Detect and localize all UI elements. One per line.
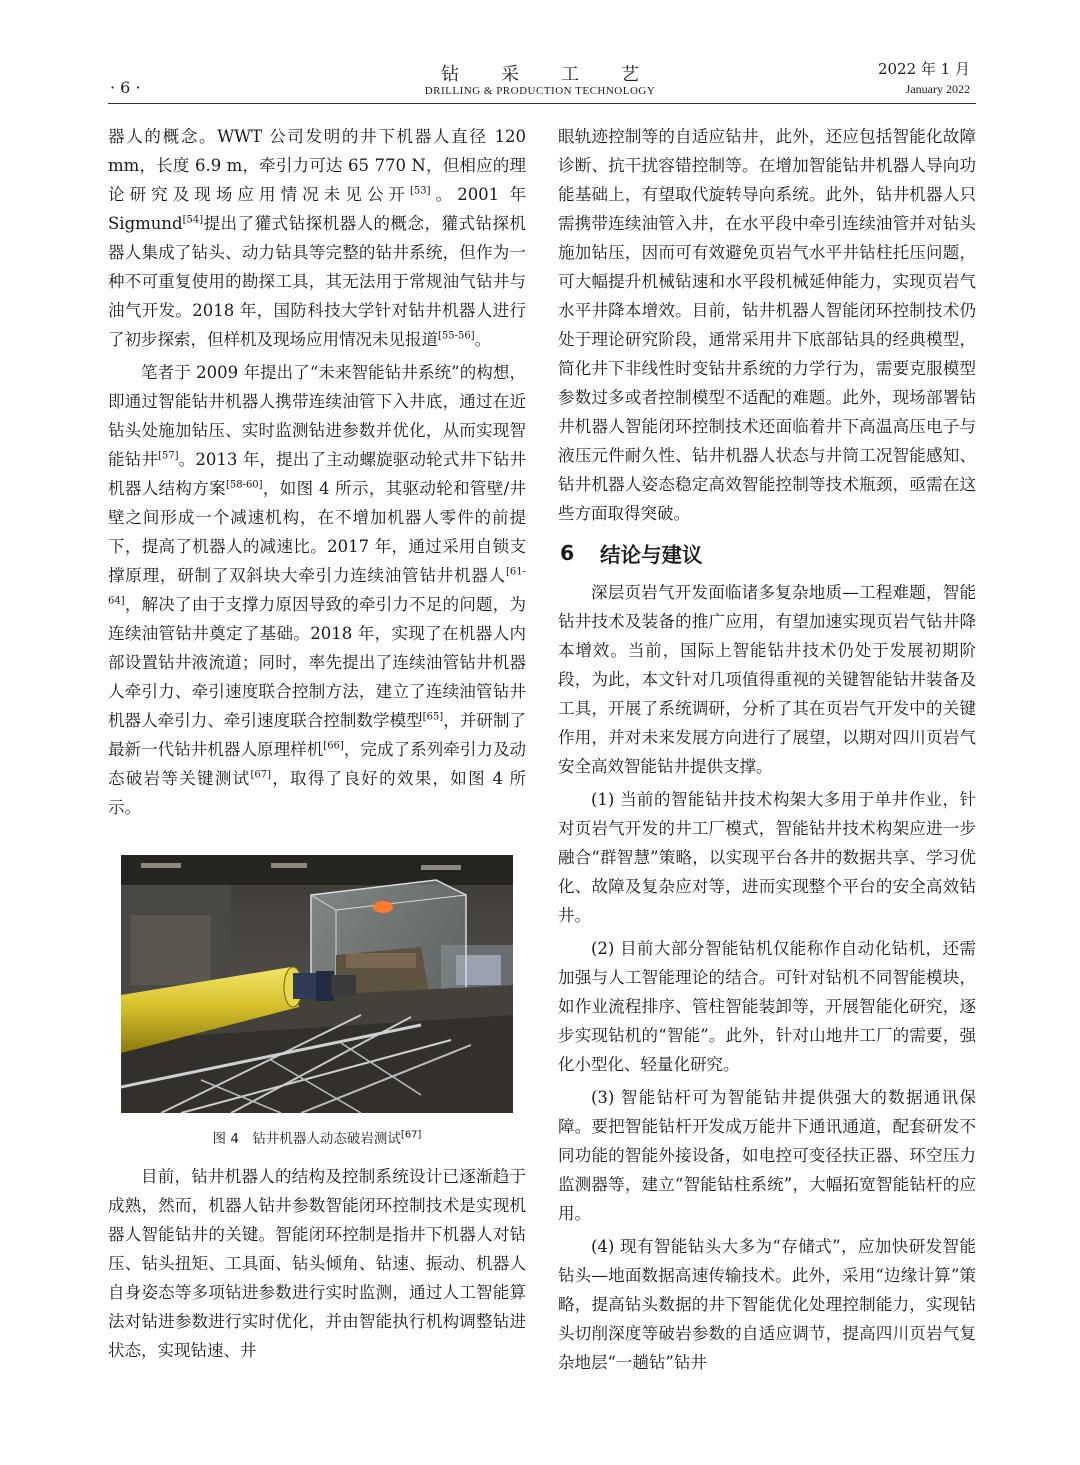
citation-marker: [61-64] — [108, 566, 526, 607]
paragraph: 目前，钻井机器人的结构及控制系统设计已逐渐趋于成熟，然而，机器人钻井参数智能闭环控制技术是实现机器人智能钻井的关键。智能闭环控制是指井下机器人对钻压、钻头扭矩、工具面、钻头倾角、钻速、振动、机器人自身姿态等多项钻进参数进行实时监测，通过人工智能算法对钻进参数进行实时优化，并由智能执行机构调整钻进状态，实现钻速、井 — [108, 1167, 526, 1360]
issue-date-cn: 2022 年 1 月 — [877, 60, 970, 78]
citation-marker: [67] — [400, 1129, 422, 1141]
paragraph: 器人的概念。WWT 公司发明的井下机器人直径 120 mm，长度 6.9 m，牵引力可达 65 770 N，但相应的理论研究及现场应用情况未见公开[53]。2001 年 Sigmund[54]提出了獾式钻探机器人的概念，獾式钻探机器人集成了钻头、动力钻具等完整的钻井系统，但作为一种不可重复使用的勘探工具，其无法用于常规油气钻井与油气开发。2018 年，国防科技大学针对钻井机器人进行了初步探索，但样机及现场应用情况未见报道[55-56]。 — [108, 127, 526, 349]
citation-marker: [53] — [410, 185, 431, 197]
citation-marker: [54] — [182, 214, 204, 226]
section-heading — [558, 538, 976, 568]
section-title: 结论与建议 — [600, 543, 703, 567]
citation-marker: [58-60] — [225, 479, 263, 491]
citation-marker: [65] — [422, 711, 444, 723]
citation-marker: [66] — [323, 740, 344, 752]
running-header — [0, 58, 1080, 108]
header-rule — [108, 103, 976, 104]
paragraph: 笔者于 2009 年提出了“未来智能钻井系统”的构想，即通过智能钻井机器人携带连续油管下入井底，通过在近钻头处施加钻压、实时监测钻进参数并优化，从而实现智能钻井[57]。2013 年，提出了主动螺旋驱动轮式井下钻井机器人结构方案[58-60]，如图 4 所示，其驱动轮和管壁/井壁之间形成一个减速机构，在不增加机器人零件的前提下，提高了机器人的减速比。2017 年，通过采用自锁支撑原理，研制了双斜块大牵引力连续油管钻井机器人[61-64]，解决了由于支撑力原因导致的牵引力不足的问题，为连续油管钻井奠定了基础。2018 年，实现了在机器人内部设置钻井液流道；同时，率先提出了连续油管钻井机器人牵引力、牵引速度联合控制方法，建立了连续油管钻井机器人牵引力、牵引速度联合控制数学模型[65]，并研制了最新一代钻井机器人原理样机[66]，完成了系列牵引力及动态破岩等关键测试[67]，取得了良好的效果，如图 4 所示。 — [108, 363, 527, 817]
list-item-3: (3) 智能钻杆可为智能钻井提供强大的数据通讯保障。要把智能钻杆开发成万能井下通讯通道，配套研发不同功能的智能外接设备，如电控可变径扶正器、环空压力监测器等，建立“智能钻柱系统”，大幅拓宽智能钻杆的应用。 — [558, 1088, 976, 1223]
issue-date-en: January 2022 — [905, 82, 970, 96]
section-number: 6 — [560, 541, 575, 565]
paragraph: 深层页岩气开发面临诸多复杂地质—工程难题，智能钻井技术及装备的推广应用，有望加速实现页岩气钻井降本增效。当前，国际上智能钻井技术仍处于发展初期阶段，为此，本文针对几项值得重视的关键智能钻井装备及工具，开展了系统调研，分析了其在页岩气开发中的关键作用，并对未来发展方向进行了展望，以期对四川页岩气安全高效智能钻井提供支撑。 — [558, 583, 976, 776]
journal-title-en: DRILLING & PRODUCTION TECHNOLOGY — [424, 85, 656, 97]
left-column — [108, 122, 526, 1365]
list-item-1: (1) 当前的智能钻井技术构架大多用于单井作业，针对页岩气开发的井工厂模式，智能钻井技术构架应进一步融合“群智慧”策略，以实现平台各井的数据共享、学习优化、故障及复杂应对等，进而实现整个平台的安全高效钻井。 — [558, 790, 976, 925]
figure-4-caption: 图 4 钻井机器人动态破岩测试[67] — [212, 1129, 422, 1147]
citation-marker: [55-56] — [438, 330, 475, 342]
journal-title-cn: 钻采工艺 — [441, 64, 681, 85]
page-number: · 6 · — [110, 78, 141, 97]
right-column — [558, 122, 976, 1377]
paragraph: 眼轨迹控制等的自适应钻井，此外，还应包括智能化故障诊断、抗干扰容错控制等。在增加智能钻井机器人导向功能基础上，有望取代旋转导向系统。此外，钻井机器人只需携带连续油管入井，在水平段中牵引连续油管并对钻头施加钻压，因而可有效避免页岩气水平井钻柱托压问题，可大幅提升机械钻速和水平段机械延伸能力，实现页岩气水平井降本增效。目前，钻井机器人智能闭环控制技术仍处于理论研究阶段，通常采用井下底部钻具的经典模型，简化井下非线性时变钻井系统的力学行为，需要克服模型参数过多或者控制模型不适配的难题。此外，现场部署钻井机器人智能闭环控制技术还面临着井下高温高压电子与液压元件耐久性、钻井机器人状态与井筒工况智能感知、钻井机器人姿态稳定高效智能控制等技术瓶颈，亟需在这些方面取得突破。 — [558, 127, 976, 523]
list-item-2: (2) 目前大部分智能钻机仅能称作自动化钻机，还需加强与人工智能理论的结合。可针对钻机不同智能模块，如作业流程排序、管柱智能装卸等，开展智能化研究，逐步实现钻机的“智能”。此外，针对山地井工厂的需要，强化小型化、轻量化研究。 — [558, 939, 976, 1074]
citation-marker: [57] — [158, 450, 179, 462]
figure-4-photo — [121, 855, 513, 1113]
citation-marker: [67] — [250, 769, 271, 781]
list-item-4: (4) 现有智能钻头大多为“存储式”，应加快研发智能钻头—地面数据高速传输技术。此外，采用“边缘计算”策略，提高钻头数据的井下智能优化处理控制能力，实现钻头切削深度等破岩参数的自适应调节，提高四川页岩气复杂地层“一趟钻”钻井 — [558, 1237, 976, 1372]
